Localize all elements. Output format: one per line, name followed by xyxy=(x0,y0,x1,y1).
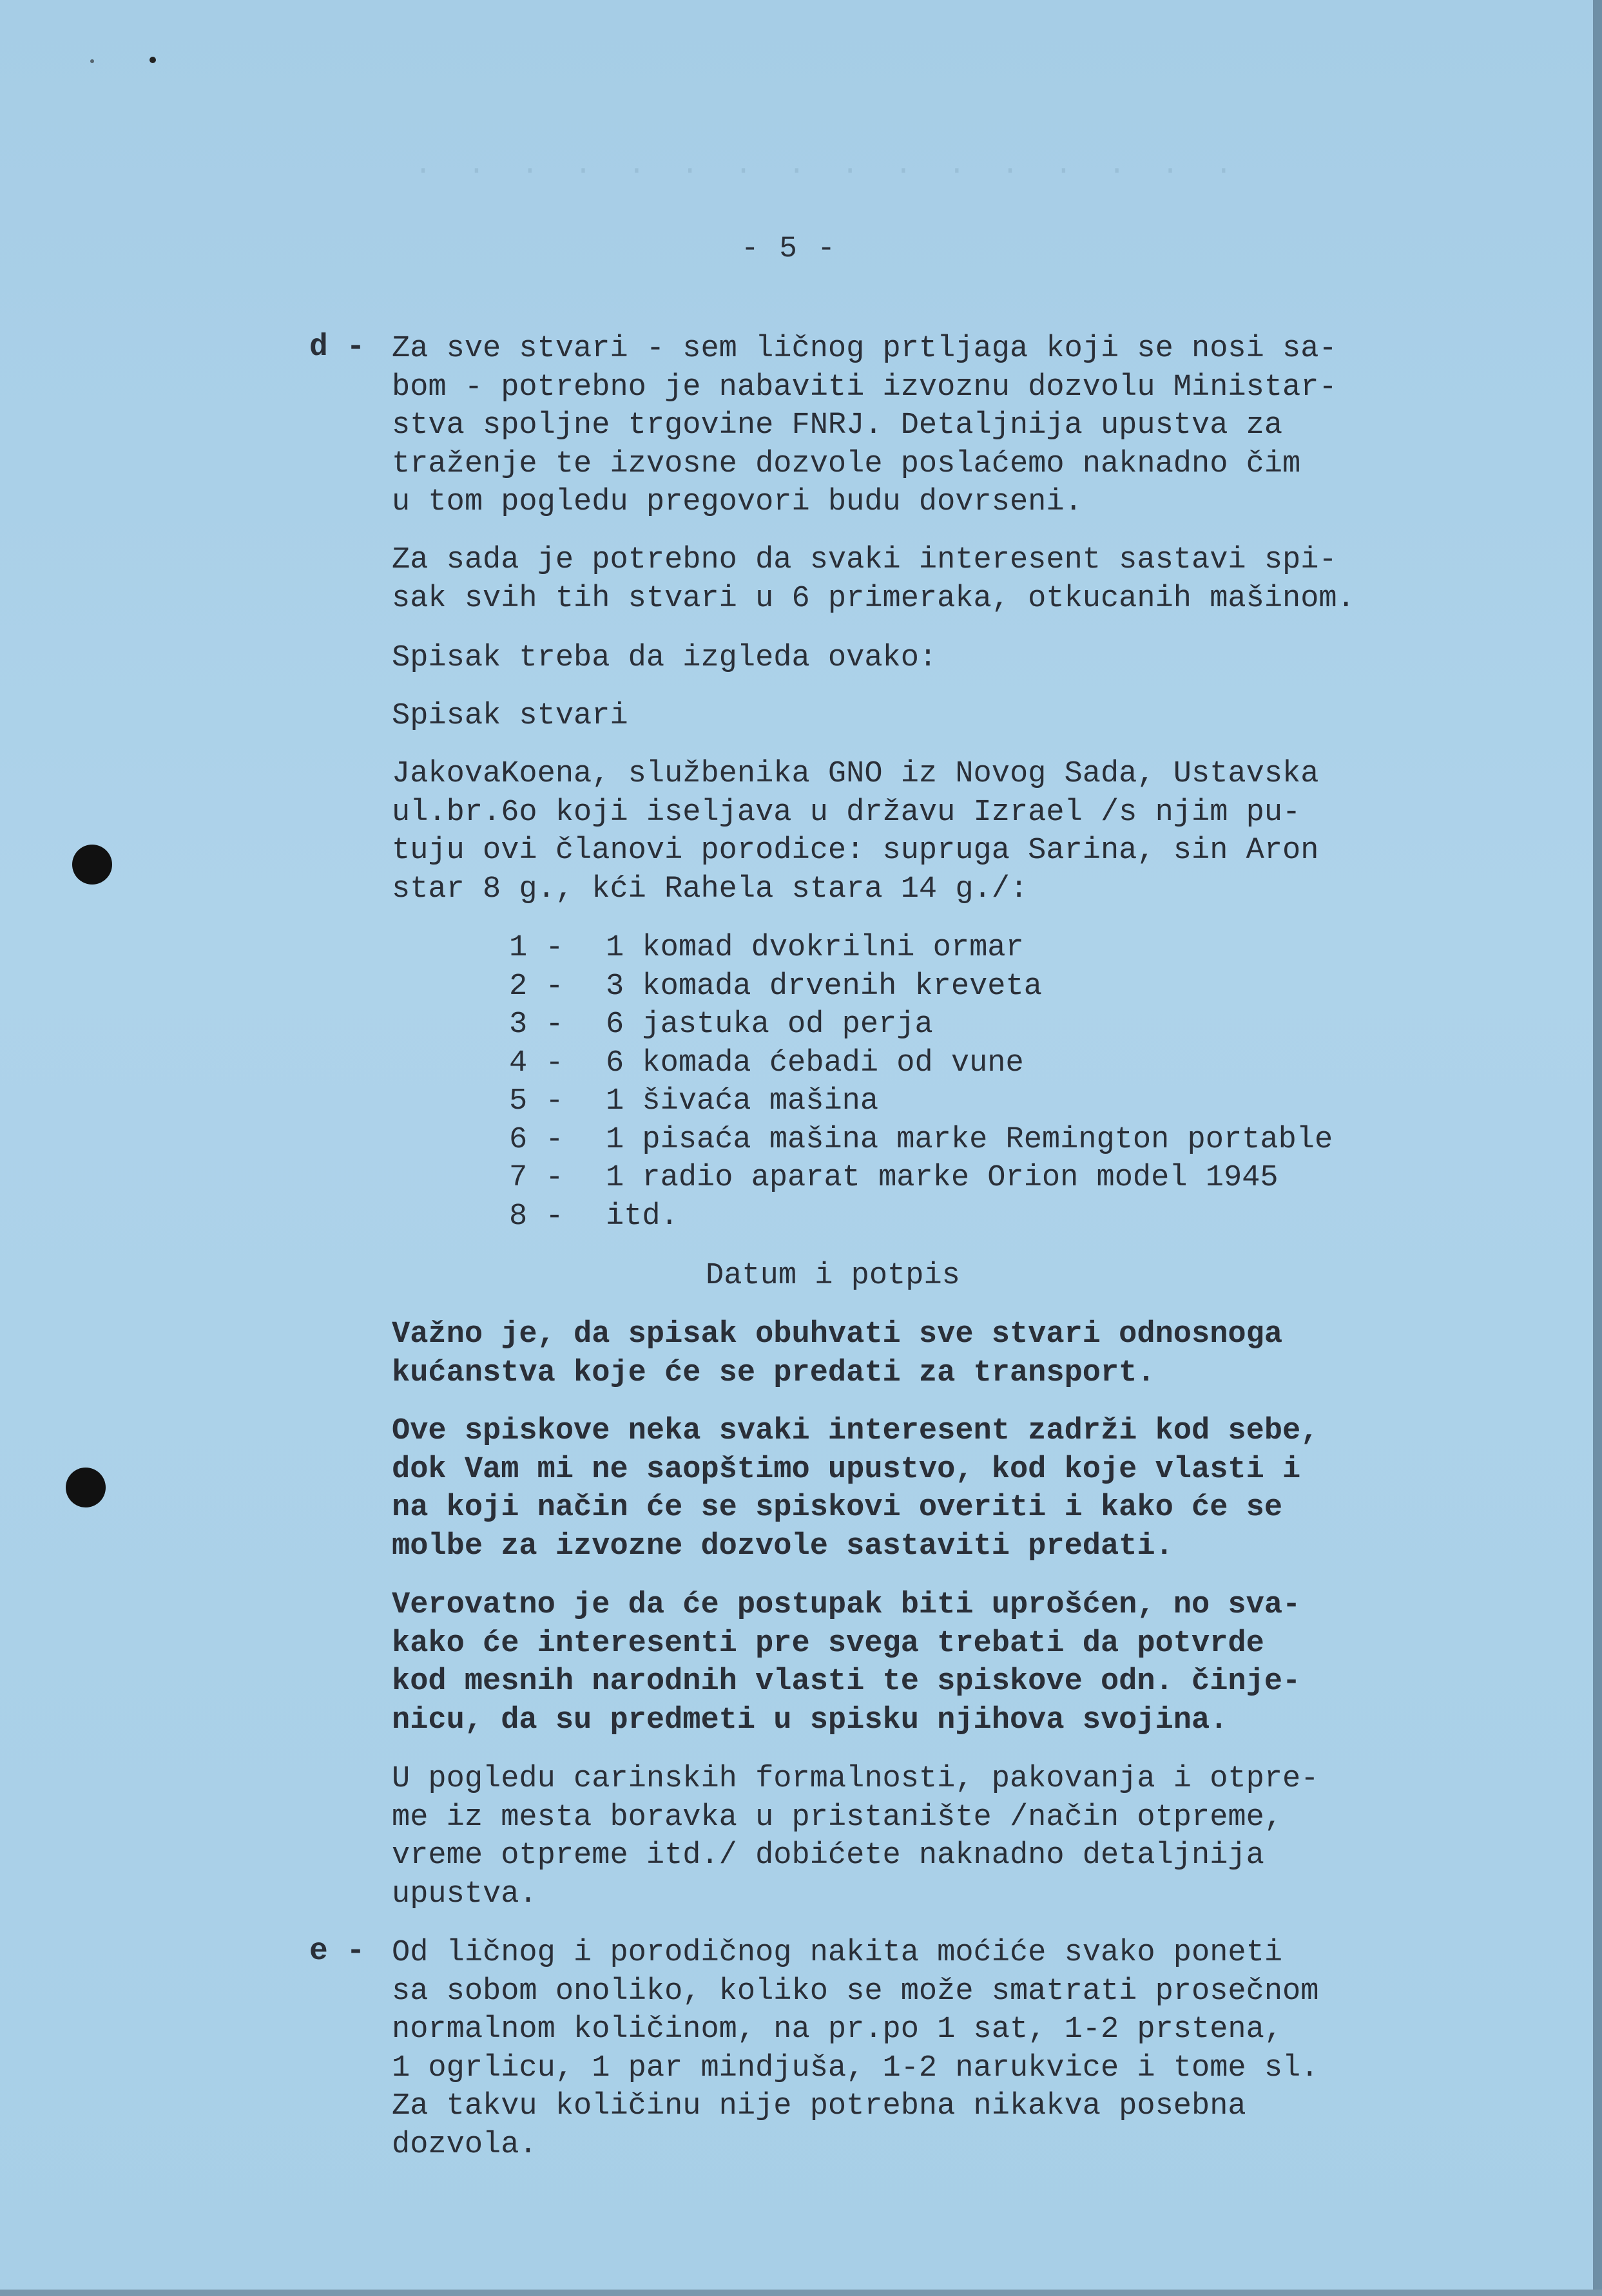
item-text: 1 šivaća mašina xyxy=(606,1084,879,1118)
text-line: Ove spiskove neka svaki interesent zadrži kod sebe, xyxy=(392,1414,1319,1448)
text-line: Od ličnog i porodičnog nakita moćiće svako poneti xyxy=(392,1936,1283,1970)
list-item xyxy=(509,968,1333,1006)
text-line: Spisak treba da izgleda ovako: xyxy=(392,641,938,675)
text-line: me iz mesta boravka u pristanište /način otpreme, xyxy=(392,1800,1283,1835)
item-text: 1 radio aparat marke Orion model 1945 xyxy=(606,1161,1279,1195)
item-number: 5 - xyxy=(509,1084,564,1118)
text-line: ul.br.6o koji iseljava u državu Izrael /s njim pu- xyxy=(392,795,1301,830)
text-line: star 8 g., kći Rahela stara 14 g./: xyxy=(392,872,1028,906)
item-number: 8 - xyxy=(509,1199,564,1234)
item-number: 1 - xyxy=(509,931,564,965)
section-e-marker: e - xyxy=(309,1934,365,1969)
text-line: kako će interesenti pre svega trebati da potvrde xyxy=(392,1626,1264,1661)
text-line: nicu, da su predmeti u spisku njihova svojina. xyxy=(392,1703,1228,1737)
page-edge-bottom xyxy=(0,2290,1602,2296)
paragraph-procedure xyxy=(392,1586,1449,1739)
text-line: Važno je, da spisak obuhvati sve stvari odnosnoga xyxy=(392,1317,1283,1352)
text-line: vreme otpreme itd./ dobićete naknadno detaljnija xyxy=(392,1839,1264,1873)
item-number: 6 - xyxy=(509,1122,564,1157)
list-item xyxy=(509,1198,1333,1236)
section-d-marker: d - xyxy=(309,330,365,365)
list-item xyxy=(509,929,1333,968)
paragraph-keep-lists xyxy=(392,1412,1449,1565)
list-item xyxy=(509,1121,1333,1160)
text-line: Spisak stvari xyxy=(392,699,628,733)
text-line: Verovatno je da će postupak biti uprošćen, no sva- xyxy=(392,1588,1301,1622)
paragraph-list-title xyxy=(392,697,1449,736)
punch-hole-top xyxy=(72,845,112,885)
text-line: sa sobom onoliko, koliko se može smatrati prosečnom xyxy=(392,1974,1319,2009)
text-line: tuju ovi članovi porodice: supruga Sarina, sin Aron xyxy=(392,834,1319,868)
paragraph-customs xyxy=(392,1760,1449,1913)
item-text: 6 komada ćebadi od vune xyxy=(606,1046,1024,1080)
paragraph-example-owner xyxy=(392,755,1449,908)
text-line: dok Vam mi ne saopštimo upustvo, kod koje vlasti i xyxy=(392,1452,1301,1487)
item-number: 7 - xyxy=(509,1161,564,1195)
item-text: itd. xyxy=(606,1199,679,1234)
text-line: na koji način će se spiskovi overiti i kako će se xyxy=(392,1491,1283,1525)
paragraph-export-permit xyxy=(392,330,1449,522)
text-line: JakovaKoena, službenika GNO iz Novog Sada, Ustavska xyxy=(392,757,1319,791)
text-line: kod mesnih narodnih vlasti te spiskove odn. činje- xyxy=(392,1665,1301,1699)
text-line: dozvola. xyxy=(392,2127,537,2162)
page-number: - 5 - xyxy=(741,232,837,265)
text-line: Za takvu količinu nije potrebna nikakva posebna xyxy=(392,2089,1246,2123)
show-through: . . . . . . . . . . . . . . . . xyxy=(361,148,1233,182)
item-number: 2 - xyxy=(509,969,564,1004)
text-line: u tom pogledu pregovori budu dovrseni. xyxy=(392,485,1083,519)
item-number: 4 - xyxy=(509,1046,564,1080)
paragraph-jewelry xyxy=(392,1934,1449,2164)
text-line: sak svih tih stvari u 6 primeraka, otkucanih mašinom. xyxy=(392,581,1355,616)
punch-hole-bottom xyxy=(66,1468,106,1507)
text-line: 1 ogrlicu, 1 par mindjuša, 1-2 narukvice i tome sl. xyxy=(392,2051,1319,2085)
list-item xyxy=(509,1006,1333,1044)
list-item xyxy=(509,1044,1333,1083)
ink-speck xyxy=(90,59,94,63)
text-line: bom - potrebno je nabaviti izvoznu dozvolu Ministar- xyxy=(392,370,1337,405)
item-text: 1 komad dvokrilni ormar xyxy=(606,931,1024,965)
text-line: kućanstva koje će se predati za transport. xyxy=(392,1355,1155,1390)
item-number: 3 - xyxy=(509,1008,564,1042)
paragraph-list-format xyxy=(392,639,1449,678)
text-line: upustva. xyxy=(392,1877,537,1911)
item-text: 6 jastuka od perja xyxy=(606,1008,933,1042)
paragraph-list-instructions xyxy=(392,541,1449,618)
paragraph-completeness xyxy=(392,1315,1449,1392)
signature-line: Datum i potpis xyxy=(706,1259,960,1293)
text-line: Za sve stvari - sem ličnog prtljaga koji se nosi sa- xyxy=(392,332,1337,366)
text-line: traženje te izvosne dozvole poslaćemo naknadno čim xyxy=(392,446,1301,481)
item-text: 1 pisaća mašina marke Remington portable xyxy=(606,1122,1333,1157)
text-line: normalnom količinom, na pr.po 1 sat, 1-2 prstena, xyxy=(392,2013,1283,2047)
text-line: molbe za izvozne dozvole sastaviti predati. xyxy=(392,1529,1173,1564)
text-line: stva spoljne trgovine FNRJ. Detaljnija upustva za xyxy=(392,408,1283,443)
page-edge-right xyxy=(1593,0,1602,2296)
list-item xyxy=(509,1159,1333,1198)
list-item xyxy=(509,1082,1333,1121)
items-list xyxy=(509,929,1333,1236)
text-line: Za sada je potrebno da svaki interesent sastavi spi- xyxy=(392,543,1337,577)
item-text: 3 komada drvenih kreveta xyxy=(606,969,1042,1004)
text-line: U pogledu carinskih formalnosti, pakovanja i otpre- xyxy=(392,1762,1319,1796)
ink-speck xyxy=(150,57,156,63)
